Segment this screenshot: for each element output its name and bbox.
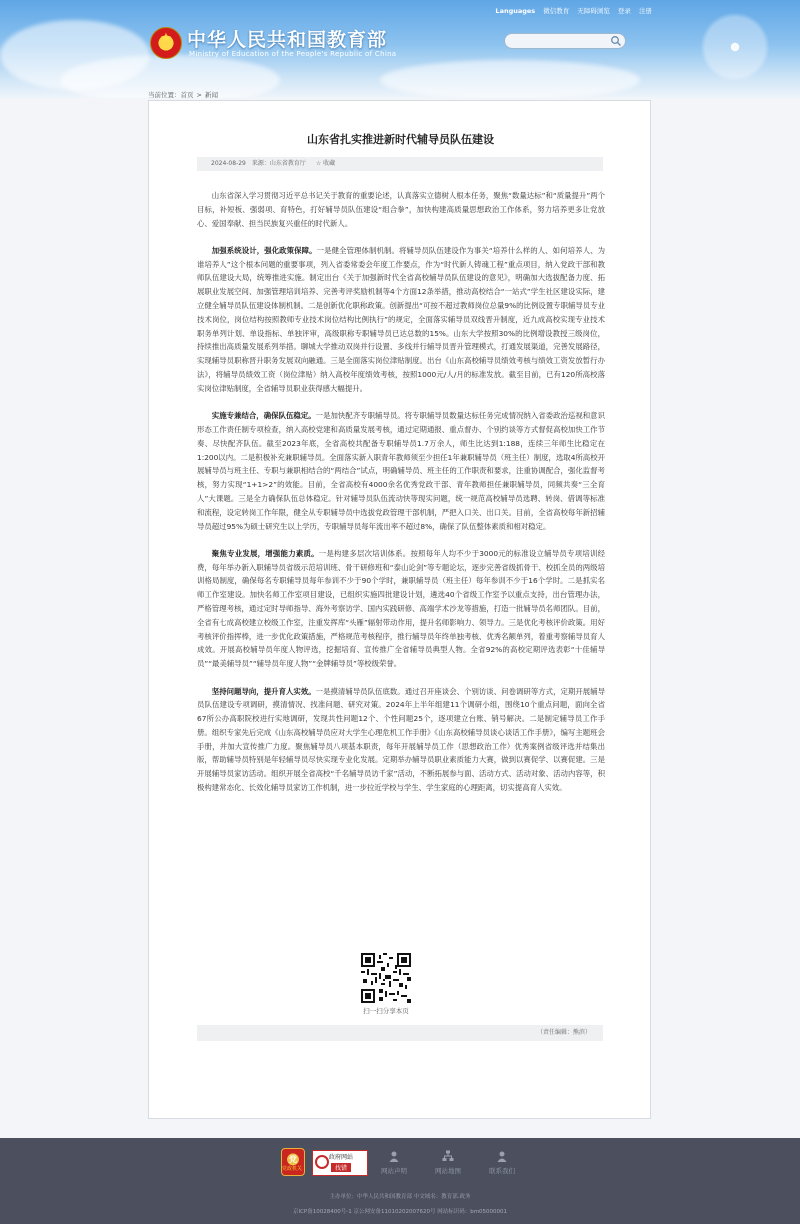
article-title: 山东省扎实推进新时代辅导员队伍建设	[307, 133, 494, 146]
site-title[interactable]: 中华人民共和国教育部	[187, 29, 388, 51]
footer-organizer-line: 主办单位：中华人民共和国教育部 中文域名：教育部.政务	[329, 1194, 471, 1200]
national-emblem-icon[interactable]	[150, 27, 182, 59]
dandelion-decoration	[700, 12, 770, 82]
sitemap-icon	[442, 1150, 454, 1162]
article-date: 2024-08-29	[211, 160, 246, 167]
breadcrumb-separator: >	[196, 91, 202, 98]
footer-icp-line: 京ICP备10028400号-1 京公网安备11010202007620号 网站标识码：bm05000001	[292, 1209, 508, 1215]
cloud-decoration	[380, 60, 640, 98]
login-link[interactable]: 登录	[617, 7, 631, 15]
site-statement-link[interactable]	[374, 1150, 414, 1175]
search-input[interactable]	[504, 33, 626, 49]
paragraph: 聚焦专业发展，增强能力素质。一是构建多层次培训体系。按照每年人均不少于3000元的标准设立辅导员专项培训经费，每年举办新入职辅导员省级示范培训班、骨干研修班和“泰山论剑”等专题论坛，逐步完善省级抓骨干、校抓全员的两级培训格局制度，确保每名专职辅导员每年参训不少于90个学时，兼职辅导员（班主任）每年参训不少于16个学时。二是抓实名师工作室建设。加快名师工作室项目建设，已组织实施四批建设计划，遴选40个省级工作室予以重点支持，出台管理办法，严格管理考核，通过定时导师指导、海外考察访学、国内实践研修、高端学术沙龙等措施，打造一批辅导员名师团队。目前，全省有七成高校建立校级工作室，注重发挥库“头雁”辐射带动作用，提升名师影响力、领导力。三是优化考核评价政策。用好考核评价指挥棒，进一步优化政策措施，严格规范考核程序，推行辅导员年终单独考核、优秀名额单列，着重考察辅导员育人成效。开展高校辅导员年度人物评选，挖掘培育、宣传推广全省辅导员典型人物。全省92%的高校定期评选表彰“十佳辅导员”“最美辅导员”“辅导员年度人物”“金牌辅导员”等校级荣誉。	[197, 548, 605, 669]
article-meta-bar	[197, 157, 603, 171]
search-icon[interactable]	[610, 35, 622, 47]
top-links	[489, 6, 652, 15]
paragraph: 加强系统设计，强化政策保障。一是健全管理体制机制。将辅导员队伍建设作为事关“培养什么样的人、如何培养人、为谁培养人”这个根本问题的重要事项，列入省委常委会年度工作要点，作为“时代新人铸魂工程”重点项目，纳入党政干部和教师队伍建设大局，统筹推进实施。制定出台《关于加强新时代全省高校辅导员队伍建设的意见》，明确加大选拔配备力度、拓展职业发展空间、加强管理培训培养、完善考评奖励机制等4个方面12条举措，推动高校结合“一站式”学生社区建设实际，建立健全辅导员队伍建设体制机制。二是创新优化职称政策。创新提出“可按不超过教师岗位总量9%的比例设置专职辅导员专业技术岗位，岗位结构按照教师专业技术岗位结构比例执行”的规定，全面落实辅导员双线晋升制度，近九成高校实现专业技术职务单列计划、单设指标、单独评审，高级职称专职辅导员已达总数的15%。山东大学按照30%的比例增设教授三级岗位，持续推出高质量发展系列举措。聊城大学推动双岗并行设置、多线并行辅导员晋升管理模式，打通发展渠道，完善发展路径，实现辅导员职称晋升职务发展双向融通。三是全面落实岗位津贴制度。出台《山东高校辅导员绩效考核与绩效工资发放暂行办法》，将辅导员绩效工资（岗位津贴）纳入高校年度绩效考核，按照1000元/人/月的标准发放。截至目前，已有120所高校落实岗位津贴制度，全省辅导员职业获得感大幅提升。	[197, 245, 605, 393]
paragraph-lead: 加强系统设计，强化政策保障。	[211, 245, 317, 255]
paragraph: 山东省深入学习贯彻习近平总书记关于教育的重要论述，认真落实立德树人根本任务，聚焦“数量达标”和“质量提升”两个目标，补短板、强弱项、育特色，打好辅导员队伍建设“组合拳”，加快构建高质量思想政治工作体系，努力培养更多让党放心、爱国奉献、担当民族复兴重任的时代新人。	[197, 191, 605, 228]
contact-us-link[interactable]	[482, 1150, 522, 1175]
paragraph-lead: 实施专兼结合，确保队伍稳定。	[211, 411, 316, 421]
article-source: 来源：山东省教育厅	[251, 160, 306, 167]
site-map-label: 网站地图	[435, 1167, 461, 1175]
accessibility-link[interactable]: 无障碍浏览	[577, 7, 610, 15]
badge2-top-text: 政府网站	[329, 1154, 354, 1161]
magnifier-icon	[315, 1155, 329, 1169]
article-container	[148, 100, 651, 1119]
breadcrumb	[148, 90, 218, 98]
gov-site-error-report-badge[interactable]	[312, 1150, 368, 1176]
breadcrumb-current[interactable]: 新闻	[204, 91, 218, 98]
responsible-editor: （责任编辑：熊滨）	[536, 1029, 591, 1036]
register-link[interactable]: 注册	[639, 7, 652, 15]
editor-bar	[197, 1025, 603, 1041]
wechat-edu-link[interactable]: 微信教育	[543, 7, 570, 15]
party-gov-badge-label: 党政机关	[281, 1166, 302, 1172]
badge2-bottom-text: 找错	[331, 1163, 351, 1172]
footer	[0, 1138, 800, 1224]
paragraph-lead: 聚焦专业发展，增强能力素质。	[211, 548, 319, 558]
languages-link[interactable]: Languages	[495, 7, 536, 15]
paragraph-lead: 坚持问题导向，提升育人实效。	[211, 686, 316, 696]
qr-code-icon	[361, 953, 411, 1003]
site-map-link[interactable]	[428, 1150, 468, 1175]
site-statement-label: 网站声明	[381, 1167, 407, 1175]
contact-us-label: 联系我们	[489, 1167, 515, 1175]
contact-icon	[496, 1150, 508, 1162]
site-subtitle: Ministry of Education of the People's Republic of China	[189, 50, 397, 58]
breadcrumb-home[interactable]: 首页	[180, 91, 194, 98]
article-body	[197, 189, 605, 808]
paragraph: 实施专兼结合，确保队伍稳定。一是加快配齐专职辅导员。将专职辅导员数量达标任务完成情况纳入省委政治巡视和意识形态工作责任制专项检查，纳入高校党建和高质量发展考核，通过定期通报、重点督办、个别约谈等方式督促高校加快工作节奏、尽快配齐队伍。截至2023年底，全省高校共配备专职辅导员1.7万余人，师生比达到1:188，连续三年师生比稳定在1:200以内。二是积极补充兼职辅导员。全面落实新入职青年教师须至少担任1年兼职辅导员（班主任）制度，选取4所高校开展辅导员与班主任、专职与兼职相结合的“两结合”试点，明确辅导员、班主任的工作职责和要求，注重协调配合，强化监督考核，努力实现“1+1>2”的效能。目前，全省高校有4000余名优秀党政干部、青年教师担任兼职辅导员，同频共奏“三全育人”大课题。三是全力确保队伍总体稳定。针对辅导员队伍流动快等现实问题，统一规范高校辅导员选聘、转岗、借调等标准和流程，设定转岗工作年限，健全从专职辅导员中选拔党政管理干部机制，严把入口关、出口关。目前，全省高校每年新招辅导员超过95%为硕士研究生以上学历，专职辅导员每年流出率不超过8%，确保了队伍整体素质和相对稳定。	[197, 411, 605, 531]
qr-share-label: 扫一扫分享本页	[363, 1007, 409, 1015]
header-banner	[0, 0, 800, 98]
favorite-button[interactable]: ☆ 收藏	[315, 160, 336, 167]
breadcrumb-prefix: 当前位置：	[148, 91, 181, 98]
paragraph: 坚持问题导向，提升育人实效。一是摸清辅导员队伍底数。通过召开座谈会、个别访谈、问卷调研等方式，定期开展辅导员队伍建设专项调研，摸清情况、找准问题、研究对策。2024年上半年组建11个调研小组，围绕10个重点问题，面向全省67所公办高职院校进行实地调研，发现共性问题12个、个性问题25个，逐项建立台账、销号解决。二是制定辅导员工作手册。组织专家先后完成《山东高校辅导员应对大学生心理危机工作手册》《山东高校辅导员谈心谈话工作手册》，编写主题班会手册，并加大宣传推广力度。聚焦辅导员八项基本职责，每年开展辅导员工作（思想政治工作）优秀案例省级评选并结集出版，帮助辅导员特别是年轻辅导员尽快实现专业化发展。定期举办辅导员职业素质能力大赛，做到以赛促学、以赛促建。三是开展辅导员家访活动。组织开展全省高校“千名辅导员访千家”活动，不断拓展参与面、活动方式、活动对象、活动内容等，积极构建常态化、长效化辅导员家访工作机制，进一步拉近学校与学生、学生家庭的心理距离，切实提高育人实效。	[197, 686, 605, 793]
person-icon	[388, 1150, 400, 1162]
